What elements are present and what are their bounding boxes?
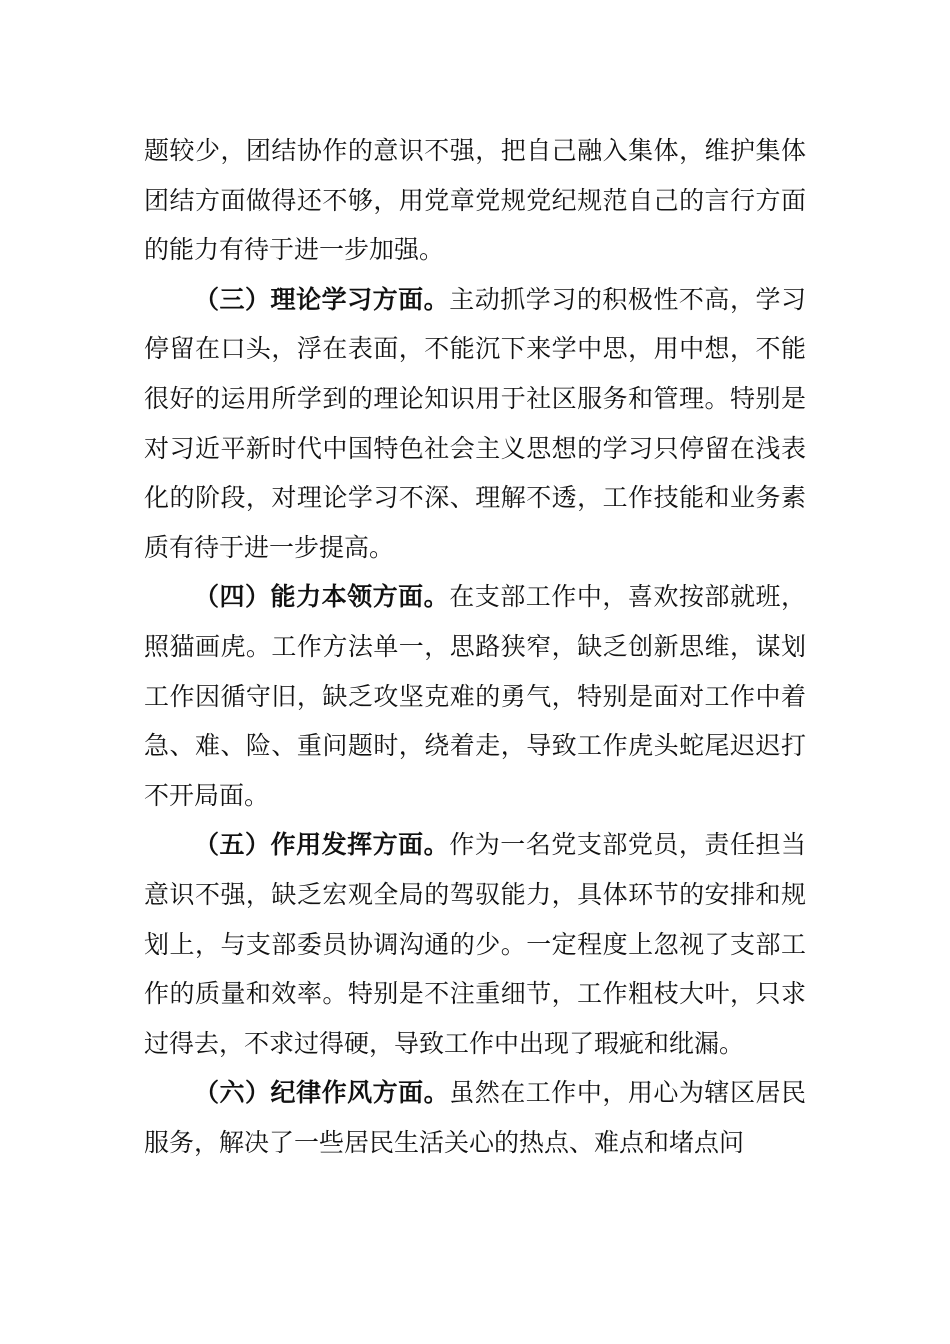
paragraph-heading: （四）能力本领方面。 [194, 582, 450, 612]
paragraph-heading: （三）理论学习方面。 [194, 284, 450, 314]
paragraph-capability [144, 572, 806, 820]
paragraph-theory-study [144, 275, 806, 573]
paragraph-discipline [144, 1068, 806, 1167]
paragraph-continued [144, 126, 806, 275]
paragraph-text: 题较少，团结协作的意识不强，把自己融入集体，维护集体团结方面做得还不够，用党章党规党纪规范自己的言行方面的能力有待于进一步加强。 [144, 136, 806, 265]
paragraph-text: 主动抓学习的积极性不高，学习停留在口头，浮在表面，不能沉下来学中思，用中想，不能很好的运用所学到的理论知识用于社区服务和管理。特别是对习近平新时代中国特色社会主义思想的学习只停留在浅表化的阶段，对理论学习不深、理解不透，工作技能和业务素质有待于进一步提高。 [144, 284, 806, 562]
paragraph-text: 作为一名党支部党员，责任担当意识不强，缺乏宏观全局的驾驭能力，具体环节的安排和规划上，与支部委员协调沟通的少。一定程度上忽视了支部工作的质量和效率。特别是不注重细节，工作粗枝大叶，只求过得去，不求过得硬，导致工作中出现了瑕疵和纰漏。 [144, 830, 806, 1058]
paragraph-text: 在支部工作中，喜欢按部就班，照猫画虎。工作方法单一，思路狭窄，缺乏创新思维，谋划工作因循守旧，缺乏攻坚克难的勇气，特别是面对工作中着急、难、险、重问题时，绕着走，导致工作虎头蛇尾迟迟打不开局面。 [144, 582, 806, 810]
paragraph-heading: （六）纪律作风方面。 [194, 1078, 450, 1108]
paragraph-text: 虽然在工作中，用心为辖区居民服务，解决了一些居民生活关心的热点、难点和堵点问 [144, 1078, 806, 1157]
document-body [144, 126, 806, 1167]
paragraph-heading: （五）作用发挥方面。 [194, 830, 450, 860]
paragraph-role [144, 820, 806, 1068]
